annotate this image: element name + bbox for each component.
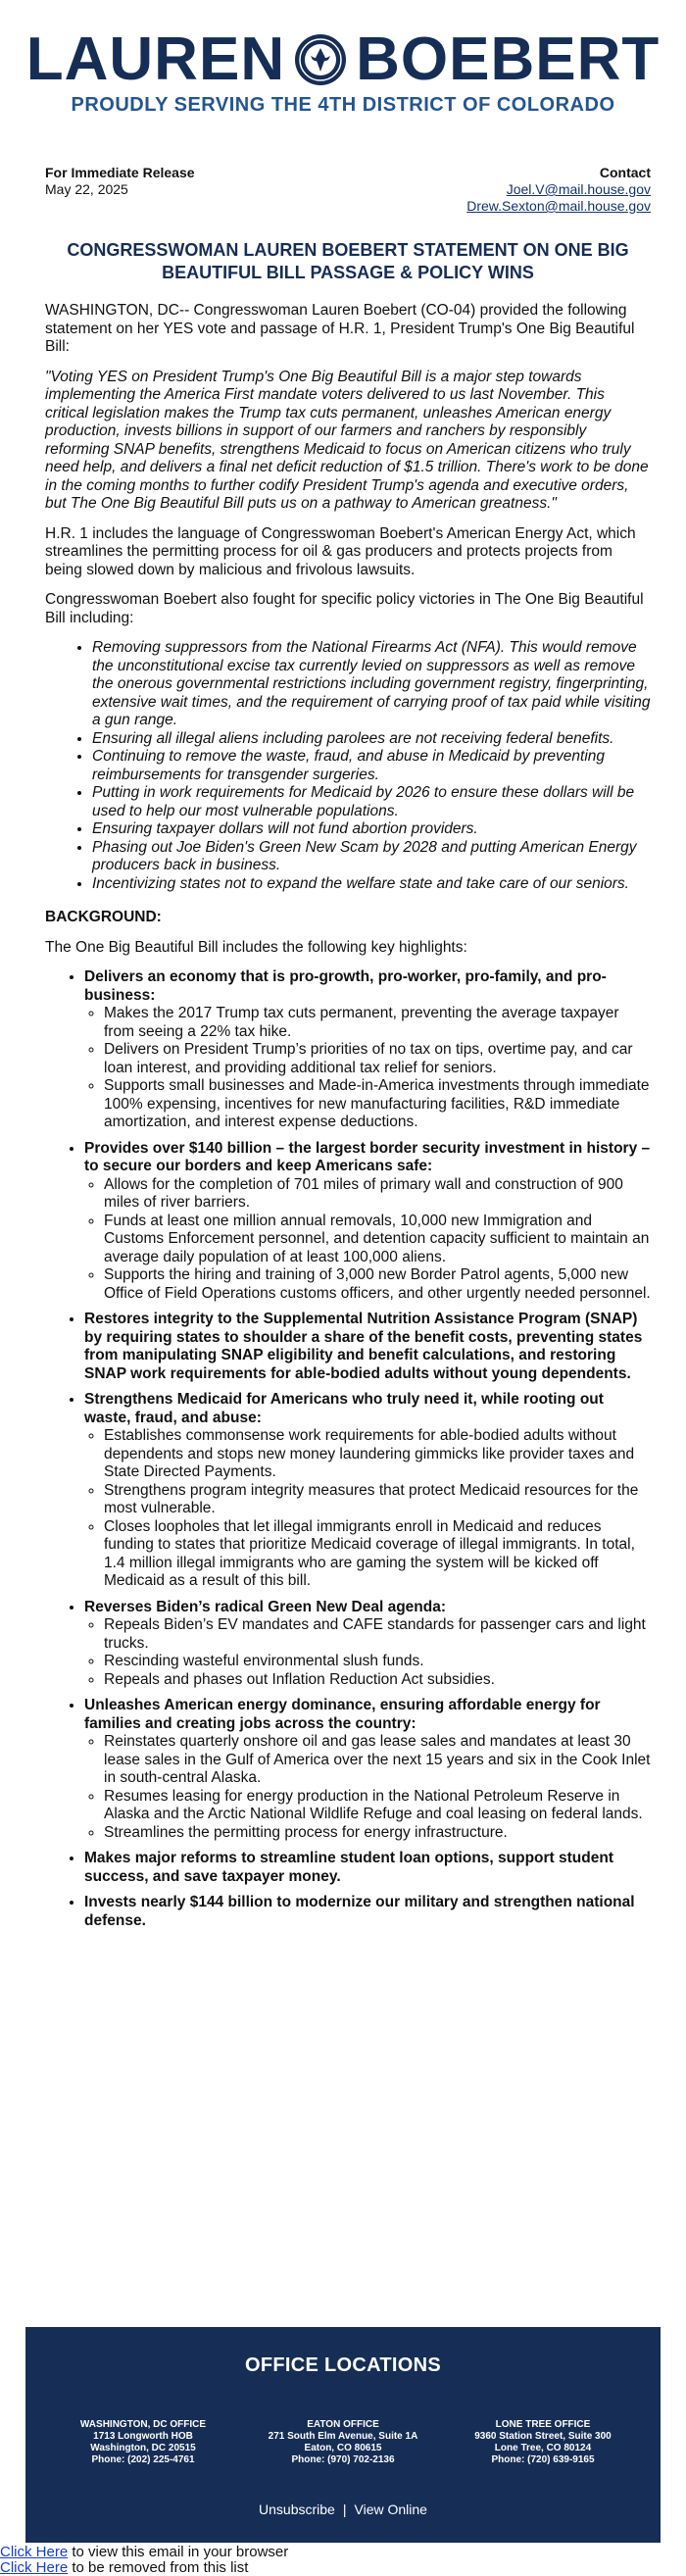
congressional-seal-icon [293,32,348,87]
remove-from-list-text: to be removed from this list [68,2559,249,2576]
unsubscribe-link[interactable]: Unsubscribe [259,2502,335,2517]
highlight-item [84,1697,651,1842]
office-address: 1713 Longworth HOB [93,2431,193,2442]
view-online-link[interactable]: View Online [354,2502,427,2517]
list-item: ◦ Closes loopholes that let illegal immigrants enroll in Medicaid and reduces funding to states that prioritize Medicaid coverage of illegal immigrants. In total, 1.4 million illegal immigrants who are gaming the system will be kicked off Medicaid as a result of this bill. [104,1518,651,1591]
list-item: • Putting in work requirements for Medicaid by 2026 to ensure these dollars will be used to help our most vulnerable populations. [92,784,651,820]
intro-paragraph: WASHINGTON, DC-- Congresswoman Lauren Boebert (CO-04) provided the following statement on her YES vote and passage of H.R. 1, President Trump's One Big Beautiful Bill: [45,302,635,355]
highlight-item [84,1850,651,1886]
highlight-heading: Makes major reforms to streamline student loan options, support student success, and save taxpayer money. [84,1850,613,1885]
list-item: ◦ Makes the 2017 Trump tax cuts permanent, preventing the average taxpayer from seeing a 22% tax hike. [104,1005,651,1041]
energy-act-paragraph: H.R. 1 includes the language of Congresswoman Boebert's American Energy Act, which streamlines the permitting process for oil & gas producers and protects projects from being slowed down by malicious and frivolous lawsuits. [45,524,636,578]
list-item: ◦ Resumes leasing for energy production in the National Petroleum Reserve in Alaska and the Arctic National Wildlife Refuge and coal leasing on federal lands. [104,1788,651,1824]
highlight-item [84,1894,651,1930]
contact-label: Contact [599,165,651,180]
highlight-sublist [84,1427,651,1591]
masthead-tagline: PROUDLY SERVING THE 4TH DISTRICT OF COLORADO [71,94,615,116]
background-heading: BACKGROUND: [45,909,162,925]
list-item: ◦ Reinstates quarterly onshore oil and gas lease sales and mandates at least 30 lease sales in the Gulf of America over the next 15 years and six in the Cook Inlet in south-central Alaska. [104,1733,651,1788]
highlight-heading: Delivers an economy that is pro-growth, pro-worker, pro-family, and pro-business: [84,968,607,1004]
masthead [0,27,686,117]
highlight-sublist [84,1733,651,1842]
office-name: WASHINGTON, DC OFFICE [79,2419,207,2430]
office-name: LONE TREE OFFICE [495,2419,591,2430]
list-item: • Removing suppressors from the National Firearms Act (NFA). This would remove the unconstitutional excise tax currently levied on suppressors as well as remove the onerous governmental restrictions including government registry, fingerprinting, extensive wait times, and the requirement of carrying proof of tax paid while visiting a gun range. [92,639,651,730]
office-city: Lone Tree, CO 80124 [494,2443,592,2453]
highlight-heading: Unleashes American energy dominance, ensuring affordable energy for families and creating jobs across the country: [84,1697,601,1732]
office-phone: Phone: (720) 639-9165 [491,2454,595,2465]
highlight-sublist [84,1176,651,1304]
remove-from-list-link[interactable]: Click Here [0,2559,69,2576]
highlight-heading: Strengthens Medicaid for Americans who truly need it, while rooting out waste, fraud, and abuse: [84,1391,604,1426]
policy-wins-intro: Congresswoman Boebert also fought for specific policy victories in The One Big Beautiful Bill including: [45,591,644,626]
highlights-list [45,968,651,1930]
contact-email-link[interactable]: Drew.Sexton@mail.house.gov [466,198,651,214]
list-item: ◦ Funds at least one million annual removals, 10,000 new Immigration and Customs Enforcement personnel, and detention capacity sufficient to maintain an average daily population of at least 100,000 aliens. [104,1213,651,1267]
office-phone: Phone: (202) 225-4761 [91,2454,195,2465]
office-lone-tree [445,2419,641,2466]
highlight-item [84,1311,651,1383]
list-item: ◦ Streamlines the permitting process for energy infrastructure. [104,1824,651,1843]
office-address: 271 South Elm Avenue, Suite 1A [268,2431,418,2442]
highlight-item [84,1140,651,1304]
press-release-body [45,302,651,1938]
office-locations-panel [25,2327,661,2543]
statement-quote: "Voting YES on President Trump's One Big Beautiful Bill is a major step towards implementing the America First mandate voters delivered to us last November. This critical legislation makes the Trump tax cuts permanent, unleashes American energy production, invests billions in support of our farmers and ranchers by responsibly reforming SNAP benefits, strengthens Medicaid to focus on American citizens who truly need help, and delivers a final net deficit reduction of $1.5 trillion. There's work to be done in the coming months to further codify President Trump's agenda and executive orders, but The One Big Beautiful Bill puts us on a pathway to American greatness." [45,368,649,512]
highlight-heading: Restores integrity to the Supplemental Nutrition Assistance Program (SNAP) by requiring states to shoulder a share of the benefit costs, preventing states from manipulating SNAP eligibility and benefit calculations, and restoring SNAP work requirements for able-bodied adults without young dependents. [84,1311,643,1382]
link-separator: | [342,2502,347,2517]
press-release-title: CONGRESSWOMAN LAUREN BOEBERT STATEMENT ON ONE BIG BEAUTIFUL BILL PASSAGE & POLICY WINS [67,240,629,282]
view-in-browser-text: to view this email in your browser [68,2544,289,2560]
masthead-name [0,27,686,92]
email-footer [0,2545,288,2576]
release-label: For Immediate Release [45,165,195,180]
list-item: ◦ Strengthens program integrity measures that protect Medicaid resources for the most vulnerable. [104,1482,651,1518]
list-item: • Ensuring all illegal aliens including parolees are not receiving federal benefits. [92,730,651,749]
office-address: 9360 Station Street, Suite 300 [474,2431,612,2442]
highlight-sublist [84,1616,651,1689]
office-city: Washington, DC 20515 [90,2443,196,2453]
list-item: ◦ Supports the hiring and training of 3,000 new Border Patrol agents, 5,000 new Office of Field Operations customs officers, and other urgently needed personnel. [104,1266,651,1303]
contact-info [466,165,651,215]
office-eaton [245,2419,441,2466]
list-item: • Incentivizing states not to expand the welfare state and take care of our seniors. [92,875,651,894]
list-item: ◦ Repeals and phases out Inflation Reduction Act subsidies. [104,1671,651,1690]
highlight-heading: Reverses Biden’s radical Green New Deal agenda: [84,1598,447,1615]
highlight-item [84,1391,651,1591]
email-links [25,2502,661,2517]
office-name: EATON OFFICE [307,2419,379,2430]
release-info [45,165,195,198]
highlight-item [84,1599,651,1690]
background-intro: The One Big Beautiful Bill includes the following key highlights: [45,938,467,956]
list-item: ◦ Establishes commonsense work requirements for able-bodied adults without dependents and stops new money laundering gimmicks like provider taxes and State Directed Payments. [104,1427,651,1482]
list-item: • Phasing out Joe Biden's Green New Scam by 2028 and putting American Energy producers back in business. [92,839,651,875]
highlight-sublist [84,1005,651,1132]
release-date: May 22, 2025 [45,181,128,197]
office-locations-heading: OFFICE LOCATIONS [245,2354,441,2376]
highlight-heading: Provides over $140 billion – the largest border security investment in history – to secure our borders and keep Americans safe: [84,1139,651,1174]
office-city: Eaton, CO 80615 [304,2443,382,2453]
highlight-heading: Invests nearly $144 billion to modernize our military and strengthen national defense. [84,1894,635,1929]
contact-email-link[interactable]: Joel.V@mail.house.gov [506,181,651,197]
list-item: • Ensuring taxpayer dollars will not fund abortion providers. [92,820,651,839]
office-dc [45,2419,241,2466]
name-first: LAUREN [25,25,286,93]
remove-from-list-line [0,2560,288,2576]
policy-wins-list [45,639,651,893]
list-item: ◦ Rescinding wasteful environmental slush funds. [104,1653,651,1671]
view-in-browser-line [0,2545,288,2560]
list-item: ◦ Delivers on President Trump’s priorities of no tax on tips, overtime pay, and car loan interest, and providing additional tax relief for seniors. [104,1041,651,1077]
name-last: BOEBERT [356,25,661,93]
highlight-item [84,968,651,1132]
view-in-browser-link[interactable]: Click Here [0,2544,69,2560]
list-item: ◦ Repeals Biden’s EV mandates and CAFE standards for passenger cars and light trucks. [104,1616,651,1653]
list-item: ◦ Allows for the completion of 701 miles of primary wall and construction of 900 miles of river barriers. [104,1176,651,1213]
list-item: • Continuing to remove the waste, fraud, and abuse in Medicaid by preventing reimbursements for transgender surgeries. [92,748,651,784]
list-item: ◦ Supports small businesses and Made-in-America investments through immediate 100% expensing, incentives for new manufacturing facilities, R&D immediate amortization, and interest expense deductions. [104,1077,651,1132]
office-phone: Phone: (970) 702-2136 [291,2454,395,2465]
